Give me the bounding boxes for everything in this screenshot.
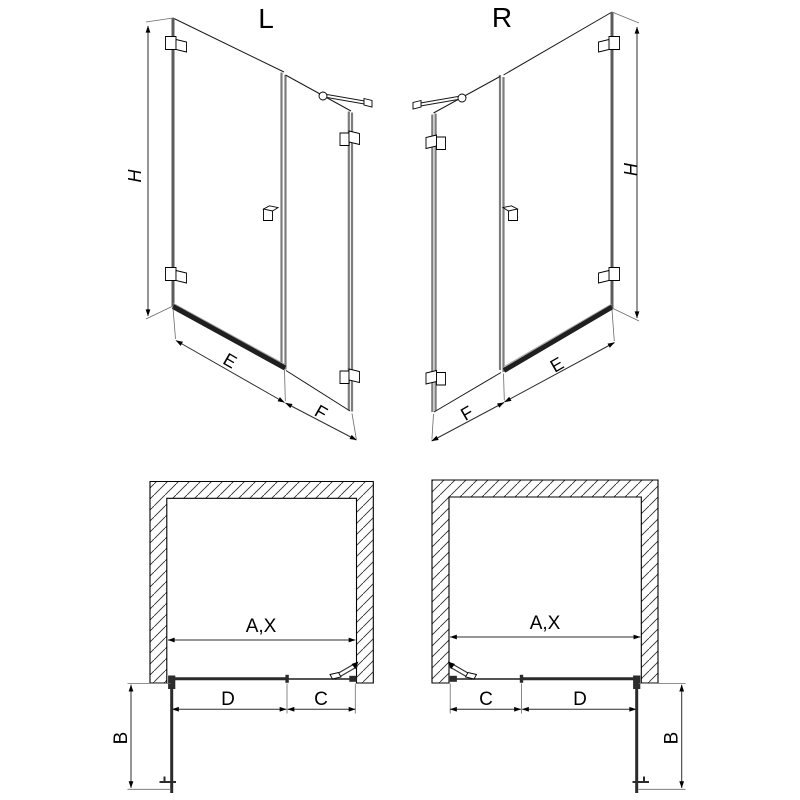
panel-end-profile: [285, 675, 288, 683]
dim-label-height: H: [125, 169, 145, 183]
door-hinge-top: [599, 37, 620, 53]
dim-label-door: D: [221, 689, 235, 710]
clamp-flap: [426, 371, 437, 385]
dim-label-projection: B: [111, 731, 132, 745]
clamp-plate: [340, 371, 349, 384]
door-pivot-hinge: [633, 676, 640, 690]
plan-view-left: [111, 482, 373, 794]
dimension-opening-left: [168, 616, 355, 640]
ext-line: [504, 374, 505, 401]
wall-section: [432, 480, 658, 683]
clamp-plate: [437, 137, 446, 150]
hinge-plate: [166, 37, 177, 50]
hinge-plate: [166, 268, 177, 281]
front-view-left: [125, 3, 372, 440]
dim-label-door: D: [573, 689, 587, 710]
clamp-plate: [340, 133, 349, 146]
door-handle-plan: [633, 777, 650, 783]
panel-wall-profile: [450, 676, 457, 682]
clamp-flap: [426, 135, 437, 149]
support-bar-top: [421, 97, 459, 104]
ext-line: [612, 12, 639, 23]
door-hinge-bottom: [166, 268, 187, 284]
clamp-flap: [349, 131, 360, 145]
support-bar-wall-bracket: [364, 99, 372, 108]
ext-line: [352, 414, 356, 440]
panel-end-profile: [520, 675, 523, 683]
clamp-flap: [349, 369, 360, 383]
hinge-flap: [176, 271, 187, 284]
support-bar-top: [327, 95, 365, 102]
dim-label-panel: C: [479, 689, 493, 710]
door-handle-plan: [160, 777, 177, 783]
dimension-projection-right: [639, 683, 686, 789]
dimension-door-plan-left: [172, 684, 355, 714]
door-hinge-top: [166, 37, 187, 53]
dim-label-panel: C: [314, 689, 328, 710]
ext-line: [285, 370, 286, 402]
dim-label-panel-width: F: [311, 400, 331, 424]
dimension-opening-right: [450, 613, 640, 637]
ext-line: [612, 310, 614, 341]
support-bar-wall-bracket: [413, 101, 421, 110]
support-bar-joint: [458, 94, 466, 102]
view-title-right: R: [491, 2, 513, 33]
hinge-flap: [176, 40, 187, 53]
hinge-plate: [609, 37, 620, 50]
wall-section: [150, 482, 373, 684]
panel-wall-profile: [349, 676, 356, 682]
dimension-projection-left: [111, 683, 171, 789]
dim-label-opening: A,X: [529, 613, 561, 634]
support-bar: [413, 94, 466, 109]
dimension-door-width-right: [504, 310, 615, 402]
dimension-door-plan-right: [450, 684, 636, 714]
panel-top-edge: [434, 77, 501, 114]
panel-top-edge: [286, 75, 352, 111]
dim-label-projection: B: [661, 731, 683, 745]
dim-label-opening: A,X: [245, 616, 277, 637]
ext-line: [432, 414, 434, 440]
dim-label-height: H: [620, 162, 640, 176]
door-pivot-hinge: [168, 676, 175, 690]
dimension-panel-width-right: [432, 402, 504, 441]
front-view-right: [413, 2, 640, 441]
dim-label-panel-width: F: [457, 401, 477, 425]
hinge-flap: [599, 271, 610, 284]
plan-view-right: [432, 480, 686, 793]
ext-line: [146, 306, 173, 319]
support-bar-joint: [319, 92, 327, 100]
support-bar: [319, 92, 372, 107]
door-knob: [503, 206, 518, 221]
dim-label-door-width: E: [219, 349, 241, 373]
ext-line: [173, 308, 176, 339]
ext-line: [612, 308, 639, 321]
hinge-plate: [609, 268, 620, 281]
dimension-panel-width-left: [286, 401, 357, 440]
view-title-left: L: [258, 3, 274, 34]
clamp-plate: [437, 373, 446, 386]
door-top-edge: [504, 12, 613, 75]
hinge-flap: [599, 40, 610, 53]
door-hinge-bottom: [599, 268, 620, 284]
door-knob: [264, 206, 279, 221]
ext-line: [146, 18, 173, 22]
dim-label-door-width: E: [546, 353, 568, 377]
